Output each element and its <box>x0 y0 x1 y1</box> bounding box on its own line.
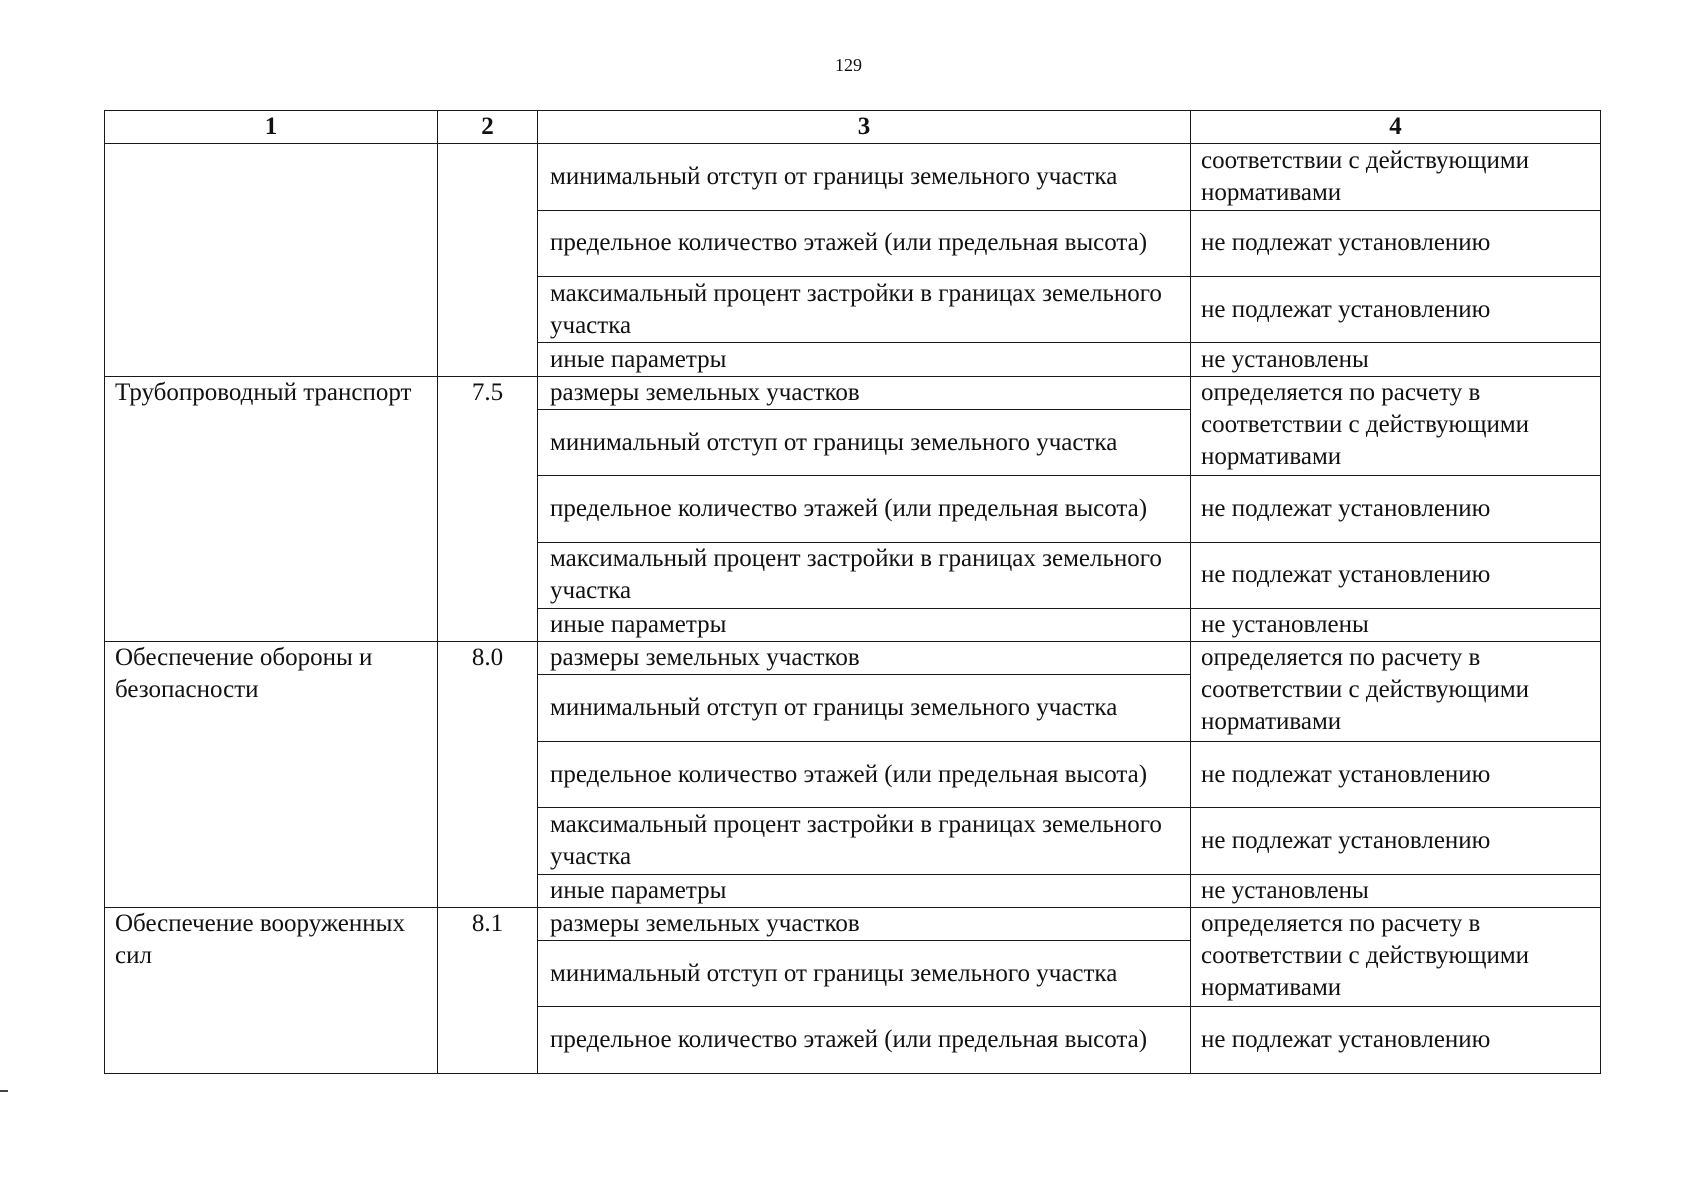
group-name-cell: Трубопроводный транспорт <box>105 376 438 642</box>
value-cell: не подлежат установлению <box>1191 1007 1601 1074</box>
value-cell: не установлены <box>1191 874 1601 907</box>
column-header-2: 2 <box>438 111 538 144</box>
value-cell: не подлежат установлению <box>1191 277 1601 343</box>
table-row <box>105 144 1601 210</box>
value-cell: не подлежат установлению <box>1191 741 1601 807</box>
param-cell: максимальный процент застройки в границах земельного участка <box>538 277 1191 343</box>
param-cell: минимальный отступ от границы земельного участка <box>538 941 1191 1007</box>
param-cell: максимальный процент застройки в границах земельного участка <box>538 808 1191 874</box>
param-cell: максимальный процент застройки в границах земельного участка <box>538 542 1191 608</box>
continued-code-cell <box>438 144 538 376</box>
regulations-table <box>104 110 1601 1074</box>
value-cell: не подлежат установлению <box>1191 542 1601 608</box>
table-row <box>105 907 1601 940</box>
param-cell: иные параметры <box>538 609 1191 642</box>
value-cell: определяется по расчету в соответствии с действующими нормативами <box>1191 376 1601 476</box>
param-cell: предельное количество этажей (или предельная высота) <box>538 1007 1191 1074</box>
value-cell: не подлежат установлению <box>1191 808 1601 874</box>
column-header-1: 1 <box>105 111 438 144</box>
param-cell: минимальный отступ от границы земельного участка <box>538 409 1191 475</box>
param-cell: предельное количество этажей (или предельная высота) <box>538 476 1191 542</box>
param-cell: размеры земельных участков <box>538 376 1191 409</box>
value-cell: не подлежат установлению <box>1191 210 1601 276</box>
group-code-cell: 7.5 <box>438 376 538 642</box>
value-cell: не установлены <box>1191 343 1601 376</box>
group-name-cell: Обеспечение обороны и безопасности <box>105 642 438 908</box>
param-cell: иные параметры <box>538 343 1191 376</box>
group-code-cell: 8.1 <box>438 907 538 1073</box>
value-cell: определяется по расчету в соответствии с действующими нормативами <box>1191 642 1601 742</box>
param-cell: размеры земельных участков <box>538 907 1191 940</box>
table-header-row <box>105 111 1601 144</box>
value-cell: соответствии с действующими нормативами <box>1191 144 1601 210</box>
table-row <box>105 642 1601 675</box>
value-cell: не подлежат установлению <box>1191 476 1601 542</box>
param-cell: иные параметры <box>538 874 1191 907</box>
param-cell: минимальный отступ от границы земельного участка <box>538 144 1191 210</box>
param-cell: предельное количество этажей (или предельная высота) <box>538 210 1191 276</box>
column-header-4: 4 <box>1191 111 1601 144</box>
param-cell: размеры земельных участков <box>538 642 1191 675</box>
value-cell: не установлены <box>1191 609 1601 642</box>
group-code-cell: 8.0 <box>438 642 538 908</box>
column-header-3: 3 <box>538 111 1191 144</box>
table-row <box>105 376 1601 409</box>
param-cell: минимальный отступ от границы земельного участка <box>538 675 1191 741</box>
group-name-cell: Обеспечение вооруженных сил <box>105 907 438 1073</box>
page-number: 129 <box>835 55 862 75</box>
value-cell: определяется по расчету в соответствии с действующими нормативами <box>1191 907 1601 1007</box>
continued-name-cell <box>105 144 438 376</box>
margin-mark <box>0 1090 8 1092</box>
param-cell: предельное количество этажей (или предельная высота) <box>538 741 1191 807</box>
